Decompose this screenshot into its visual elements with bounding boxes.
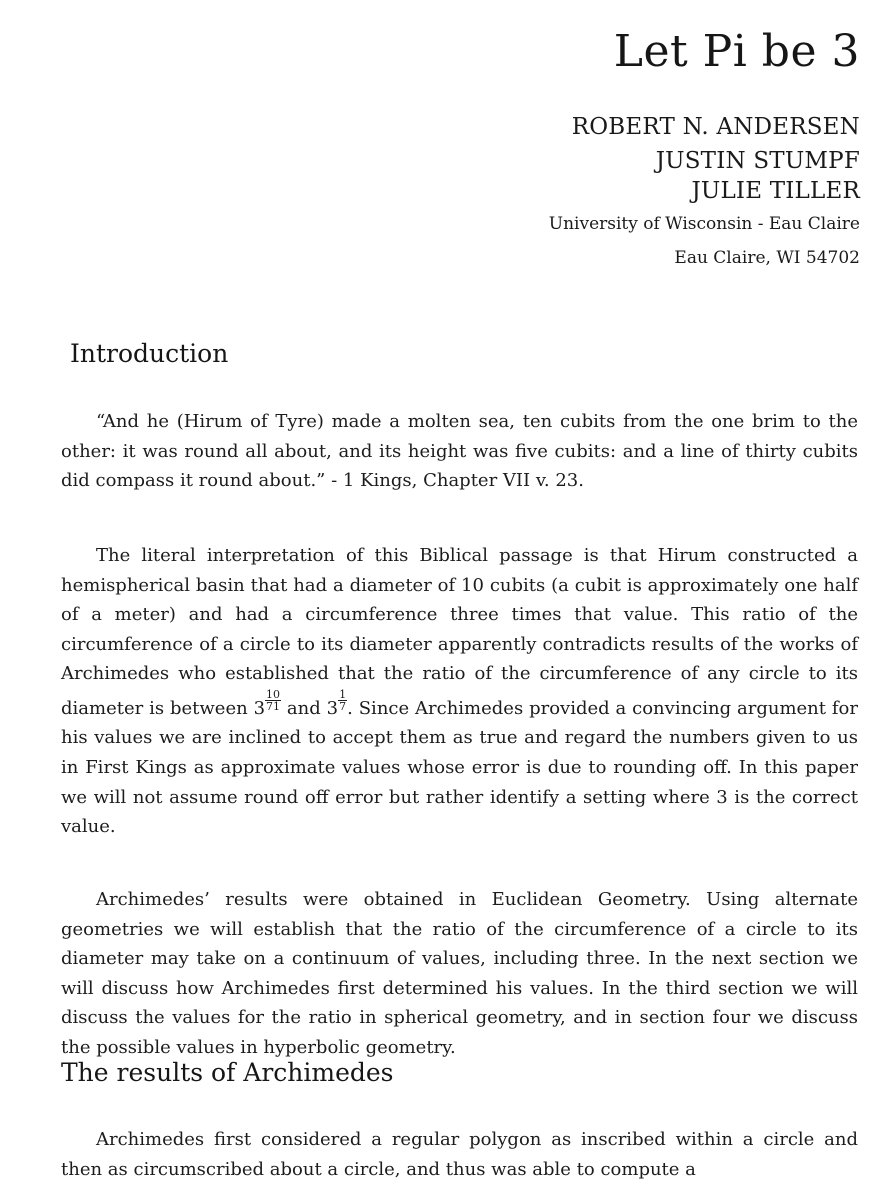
paragraph-text: . Since Archimedes provided a convincing argument for his values we are inclined to accept them as true and regard the numbers given to us in First Kings as approximate values whose error is due to rounding off. In this paper we will not assume round off error but rather identify a setting where 3 is the correct value. <box>61 697 858 838</box>
paper-title: Let Pi be 3 <box>613 26 860 77</box>
fraction-denominator: 7 <box>339 699 347 713</box>
fraction-whole: 3 <box>326 697 339 719</box>
fraction-one-seventh <box>338 689 347 712</box>
section-heading-introduction: Introduction <box>70 339 229 368</box>
author-name: JUSTIN STUMPF <box>655 148 860 174</box>
paragraph-text: The literal interpretation of this Biblical passage is that Hirum constructed a hemispherical basin that had a diameter of 10 cubits (a cubit is approximately one half of a meter) and had a circumference three times that value. This ratio of the circumference of a circle to its diameter apparently contradicts results of the works of Archimedes who established that the ratio of the circumference of any circle to its diameter is between <box>61 545 858 719</box>
paragraph-quote: “And he (Hirum of Tyre) made a molten sea, ten cubits from the one brim to the other: it was round all about, and its height was five cubits: and a line of thirty cubits did compass it round about.” - 1 Kings, Chapter VII v. 23. <box>61 411 858 492</box>
author-address: Eau Claire, WI 54702 <box>674 248 860 268</box>
author-block <box>340 112 860 272</box>
paragraph-interpretation <box>61 541 858 842</box>
fraction-numerator: 1 <box>339 687 347 701</box>
paragraph-text: and <box>286 697 321 719</box>
paragraph-alternate-geometries: Archimedes’ results were obtained in Euclidean Geometry. Using alternate geometries we will establish that the ratio of the circumference of a circle to its diameter may take on a continuum of values, including three. In the next section we will discuss how Archimedes first determined his values. In the third section we will discuss the values for the ratio in spherical geometry, and in section four we discuss the possible values in hyperbolic geometry. <box>61 889 858 1058</box>
fraction-numerator: 10 <box>266 687 281 701</box>
author-affiliation: University of Wisconsin - Eau Claire <box>548 214 860 234</box>
paragraph-archimedes-method: Archimedes first considered a regular polygon as inscribed within a circle and then as circumscribed about a circle, and thus was able to compute a <box>61 1129 858 1180</box>
author-name: JULIE TILLER <box>691 178 860 204</box>
fraction-whole: 3 <box>253 697 266 719</box>
fraction-denominator: 71 <box>266 699 281 713</box>
author-name: ROBERT N. ANDERSEN <box>571 114 860 140</box>
fraction-ten-seventy-one <box>265 689 281 712</box>
section-heading-results: The results of Archimedes <box>61 1058 394 1087</box>
